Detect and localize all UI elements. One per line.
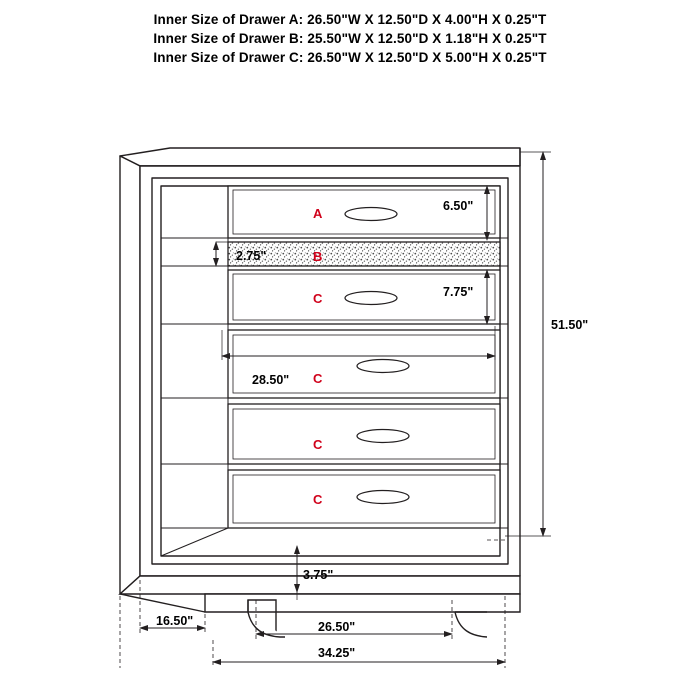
spec-line-drawer-a: Inner Size of Drawer A: 26.50"W X 12.50"D X 4.00"H X 0.25"T (153, 12, 547, 27)
dim-leg-height: 3.75" (303, 568, 334, 582)
drawer-letter-c3: C (313, 437, 323, 452)
dim-drawer-c-height: 7.75" (443, 285, 474, 299)
dim-total-height: 51.50" (551, 318, 589, 332)
handle-a (345, 208, 397, 221)
drawer-letter-c1: C (313, 291, 323, 306)
spec-line-drawer-b: Inner Size of Drawer B: 25.50"W X 12.50"D X 1.18"H X 0.25"T (153, 31, 547, 46)
handle-c4 (357, 491, 409, 504)
handle-c3 (357, 430, 409, 443)
drawer-letter-c4: C (313, 492, 323, 507)
drawer-front-b (228, 242, 500, 266)
handle-c2 (357, 360, 409, 373)
dim-base-width: 26.50" (318, 620, 356, 634)
drawer-letter-b: B (313, 249, 323, 264)
drawer-fronts (228, 186, 500, 528)
dim-total-width: 34.25" (318, 646, 356, 660)
dim-drawer-a-height: 6.50" (443, 199, 474, 213)
handle-c1 (345, 292, 397, 305)
drawer-letter-c2: C (313, 371, 323, 386)
dim-depth: 16.50" (156, 614, 194, 628)
dim-drawer-inner-width: 28.50" (252, 373, 290, 387)
spec-line-drawer-c: Inner Size of Drawer C: 26.50"W X 12.50"D X 5.00"H X 0.25"T (153, 50, 547, 65)
drawer-letter-a: A (313, 206, 323, 221)
dim-drawer-b-height: 2.75" (236, 249, 267, 263)
